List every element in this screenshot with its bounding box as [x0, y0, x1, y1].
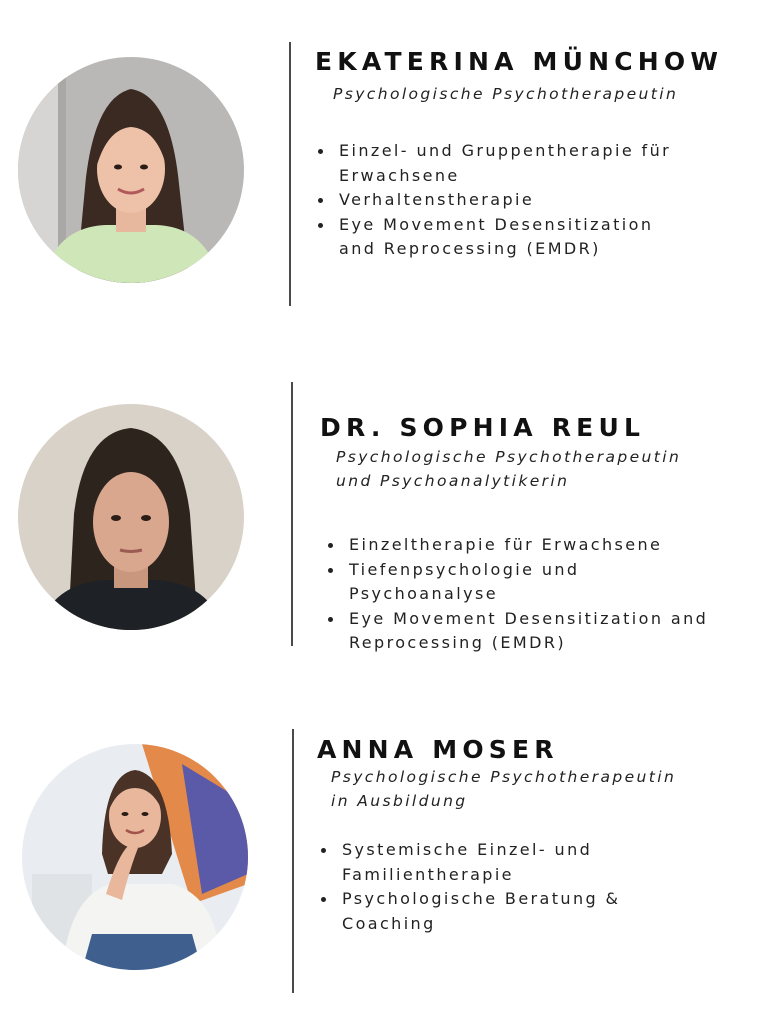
portrait-illustration: [18, 404, 244, 630]
specialty-item: Eye Movement Desensitization and Reprocessing (EMDR): [325, 607, 708, 656]
role-line: in Ausbildung: [331, 792, 468, 810]
specialties-list: [325, 533, 708, 656]
portrait-illustration: [18, 57, 244, 283]
specialty-item: Psychologische Beratung & Coaching: [318, 887, 620, 936]
portrait-photo: [22, 744, 248, 970]
therapist-role: [336, 445, 681, 493]
specialty-item: Einzel- und Gruppentherapie für Erwachsene: [315, 139, 671, 188]
vertical-divider: [291, 382, 293, 646]
specialties-list: [318, 838, 620, 936]
specialty-item: Systemische Einzel- und Familientherapie: [318, 838, 620, 887]
therapist-name: EKATERINA MÜNCHOW: [315, 47, 724, 76]
role-line: Psychologische Psychotherapeutin: [333, 85, 679, 103]
therapist-role: [333, 82, 678, 106]
therapist-name: ANNA MOSER: [317, 735, 559, 764]
specialty-item: Eye Movement Desensitization and Reprocessing (EMDR): [315, 213, 671, 262]
specialty-item: Tiefenpsychologie und Psychoanalyse: [325, 558, 708, 607]
role-line: und Psychoanalytikerin: [336, 472, 570, 490]
portrait-photo: [18, 57, 244, 283]
therapist-name: DR. SOPHIA REUL: [320, 413, 646, 442]
portrait-illustration: [22, 744, 248, 970]
role-line: Psychologische Psychotherapeutin: [331, 768, 677, 786]
vertical-divider: [289, 42, 291, 306]
therapist-role: [331, 765, 676, 813]
specialty-item: Einzeltherapie für Erwachsene: [325, 533, 708, 558]
vertical-divider: [292, 729, 294, 993]
specialties-list: [315, 139, 671, 262]
specialty-item: Verhaltenstherapie: [315, 188, 671, 213]
portrait-photo: [18, 404, 244, 630]
role-line: Psychologische Psychotherapeutin: [336, 448, 682, 466]
